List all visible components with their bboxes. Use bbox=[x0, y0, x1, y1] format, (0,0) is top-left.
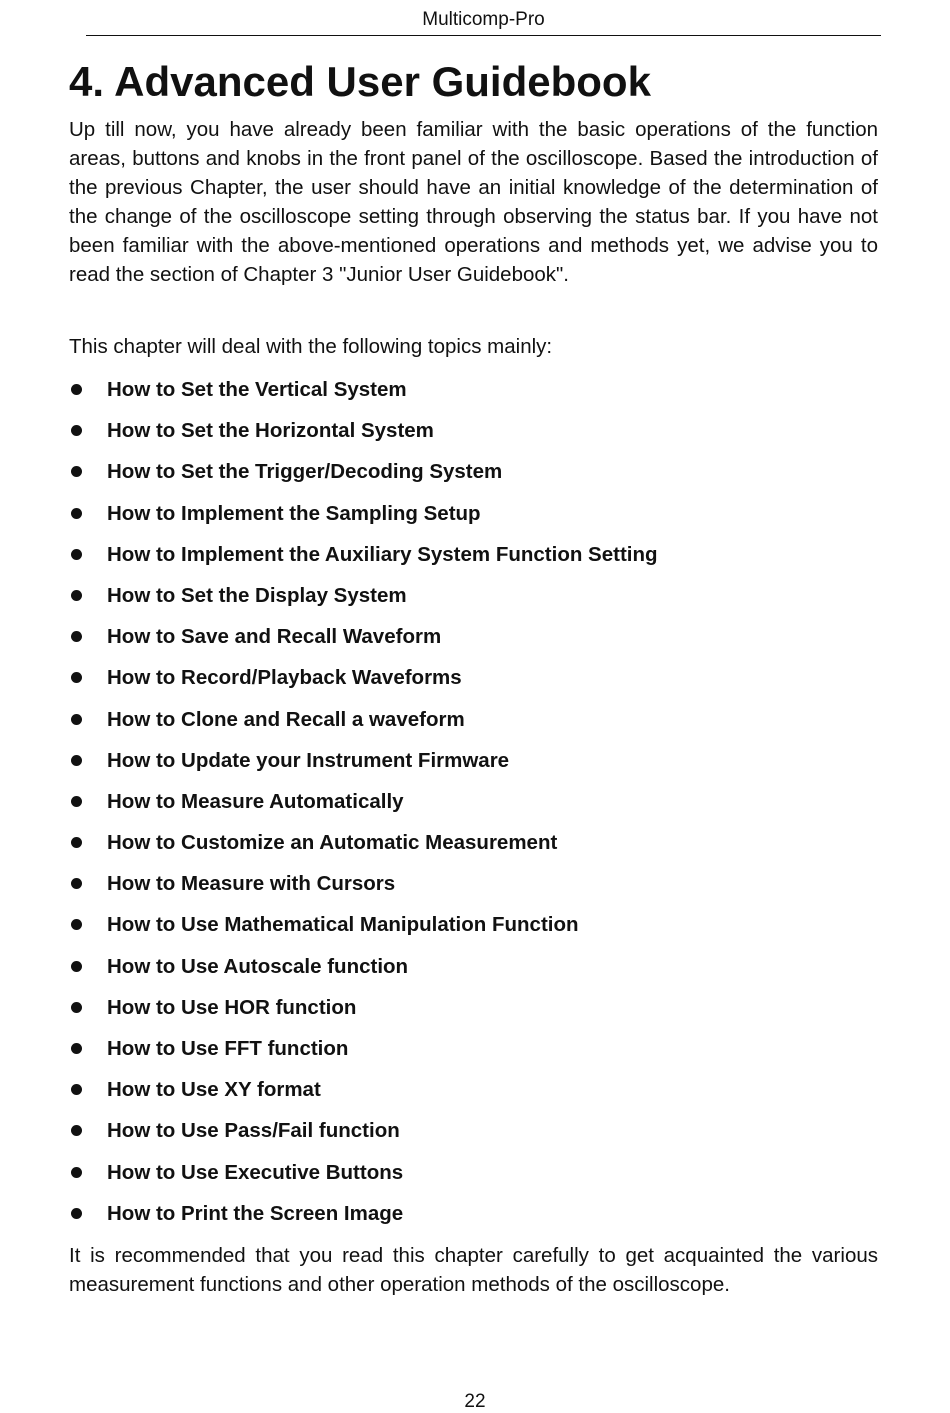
topic-item bbox=[69, 1152, 878, 1193]
topic-label: How to Measure Automatically bbox=[107, 789, 404, 813]
bullet-icon bbox=[71, 466, 82, 477]
bullet-icon bbox=[71, 672, 82, 683]
bullet-icon bbox=[71, 1125, 82, 1136]
topic-item bbox=[69, 575, 878, 616]
topic-item bbox=[69, 451, 878, 492]
topic-item bbox=[69, 699, 878, 740]
topic-item bbox=[69, 822, 878, 863]
topic-list bbox=[69, 369, 878, 1234]
bullet-icon bbox=[71, 1084, 82, 1095]
topic-item bbox=[69, 781, 878, 822]
bullet-icon bbox=[71, 1002, 82, 1013]
topic-label: How to Implement the Sampling Setup bbox=[107, 501, 481, 525]
topic-item bbox=[69, 1110, 878, 1151]
bullet-icon bbox=[71, 384, 82, 395]
topic-item bbox=[69, 987, 878, 1028]
topic-label: How to Set the Horizontal System bbox=[107, 419, 434, 443]
topic-label: How to Record/Playback Waveforms bbox=[107, 666, 462, 690]
topic-label: How to Use Pass/Fail function bbox=[107, 1119, 400, 1143]
topic-label: How to Use Mathematical Manipulation Function bbox=[107, 913, 579, 937]
topic-label: How to Use HOR function bbox=[107, 995, 357, 1019]
bullet-icon bbox=[71, 796, 82, 807]
topic-label: How to Set the Display System bbox=[107, 583, 407, 607]
topic-label: How to Print the Screen Image bbox=[107, 1201, 404, 1225]
topic-item bbox=[69, 534, 878, 575]
topic-label: How to Use FFT function bbox=[107, 1037, 349, 1060]
topic-item bbox=[69, 657, 878, 698]
bullet-icon bbox=[71, 1208, 82, 1219]
topic-item bbox=[69, 1193, 878, 1234]
topic-label: How to Implement the Auxiliary System Function Setting bbox=[107, 542, 658, 566]
bullet-icon bbox=[71, 590, 82, 601]
bullet-icon bbox=[71, 961, 82, 972]
topic-item bbox=[69, 616, 878, 657]
topic-label: How to Update your Instrument Firmware bbox=[107, 748, 510, 772]
topic-label: How to Set the Vertical System bbox=[107, 378, 407, 401]
bullet-icon bbox=[71, 878, 82, 889]
topic-item bbox=[69, 863, 878, 904]
bullet-icon bbox=[71, 837, 82, 848]
topic-label: How to Set the Trigger/Decoding System bbox=[107, 460, 503, 484]
bullet-icon bbox=[71, 549, 82, 560]
topic-item bbox=[69, 946, 878, 987]
topic-label: How to Measure with Cursors bbox=[107, 872, 396, 896]
topic-item bbox=[69, 410, 878, 451]
header-rule bbox=[86, 35, 881, 36]
topic-item bbox=[69, 1028, 878, 1069]
topic-item bbox=[69, 369, 878, 410]
bullet-icon bbox=[71, 755, 82, 766]
topic-item bbox=[69, 1069, 878, 1110]
closing-paragraph: It is recommended that you read this chapter carefully to get acquainted the various measurement functions and other operation methods of the oscilloscope. bbox=[69, 1244, 878, 1296]
topic-label: How to Save and Recall Waveform bbox=[107, 625, 442, 649]
intro-paragraph: Up till now, you have already been familiar with the basic operations of the function areas, buttons and knobs in the front panel of the oscilloscope. Based the introduction of the previous Chapter, the user should have an initial knowledge of the determination of the change of the oscilloscope setting through observing the status bar. If you have not been familiar with the above-mentioned operations and methods yet, we advise you to read the section of Chapter 3 "Junior User Guidebook". bbox=[69, 118, 878, 286]
topics-lead: This chapter will deal with the following topics mainly: bbox=[69, 335, 553, 358]
bullet-icon bbox=[71, 714, 82, 725]
topic-item bbox=[69, 493, 878, 534]
page-number: 22 bbox=[464, 1391, 486, 1412]
running-header: Multicomp-Pro bbox=[422, 9, 545, 30]
topic-item bbox=[69, 740, 878, 781]
bullet-icon bbox=[71, 631, 82, 642]
bullet-icon bbox=[71, 919, 82, 930]
topic-item bbox=[69, 904, 878, 945]
chapter-title: 4. Advanced User Guidebook bbox=[69, 58, 651, 105]
bullet-icon bbox=[71, 425, 82, 436]
bullet-icon bbox=[71, 1167, 82, 1178]
topic-label: How to Use XY format bbox=[107, 1078, 321, 1102]
topic-label: How to Use Autoscale function bbox=[107, 954, 409, 978]
bullet-icon bbox=[71, 508, 82, 519]
topic-label: How to Use Executive Buttons bbox=[107, 1160, 404, 1184]
topic-label: How to Customize an Automatic Measurement bbox=[107, 831, 558, 855]
bullet-icon bbox=[71, 1043, 82, 1054]
topic-label: How to Clone and Recall a waveform bbox=[107, 707, 465, 731]
